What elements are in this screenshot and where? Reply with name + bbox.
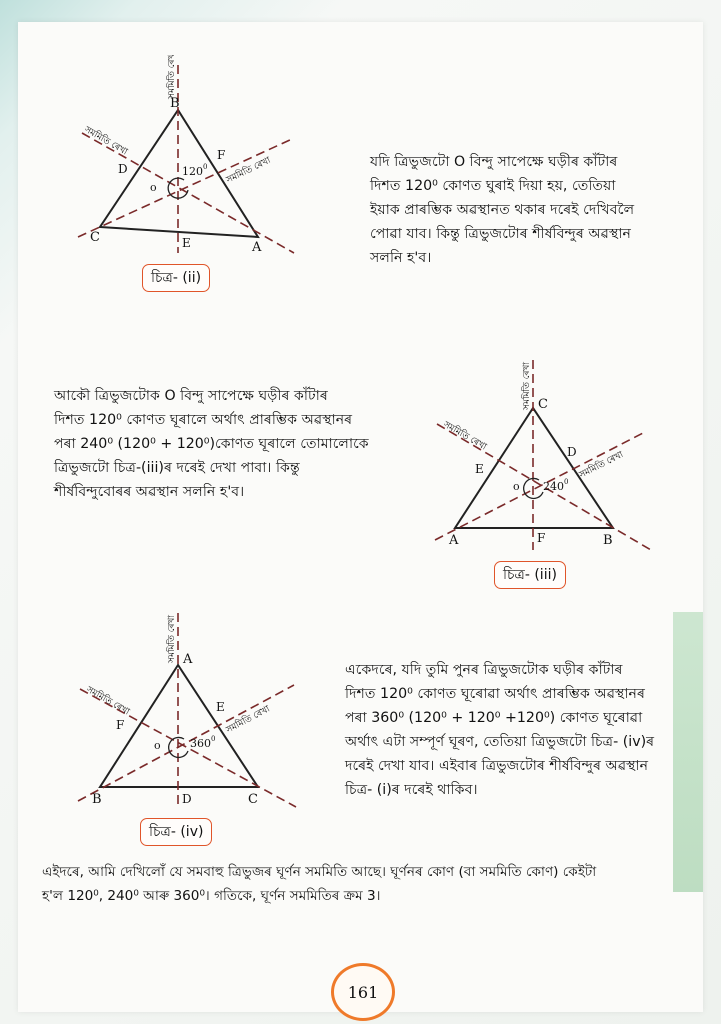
angle-label: 120 bbox=[182, 165, 203, 178]
figure-iv bbox=[70, 605, 310, 815]
midpoint-left: E bbox=[475, 462, 484, 476]
center-point: o bbox=[154, 739, 161, 752]
angle-sup: 0 bbox=[564, 478, 569, 486]
figure-iii-diagram bbox=[425, 350, 665, 560]
paragraph-3: একেদৰে, যদি তুমি পুনৰ ত্ৰিভুজটোক ঘড়ীৰ কাঁটাৰ দিশত 120⁰ কোণত ঘূৰোৱা অৰ্থাৎ প্ৰাৰম্ভিক অৱস্থানৰ পৰা 360⁰ (120⁰ + 120⁰ +120⁰) কোণত ঘূৰোৱা অৰ্থাৎ এটা সম্পূৰ্ণ ঘূৰণ, তেতিয়া ত্ৰিভুজটো চিত্ৰ- (iv)ৰ দৰেই দেখা যাব। এইবাৰ ত্ৰিভুজটোৰ শীৰ্ষবিন্দুৰ অৱস্থান চিত্ৰ- (i)ৰ দৰেই থাকিব। bbox=[345, 662, 655, 798]
paragraph-4: এইদৰে, আমি দেখিলোঁ যে সমবাহু ত্ৰিভুজৰ ঘূৰ্ণন সমমিতি আছে। ঘূৰ্ণনৰ কোণ (বা সমমিতি কোণ) কেইটা হ'ল 120⁰, 240⁰ আৰু 360⁰। গতিকে, ঘূৰ্ণন সমমিতিৰ ক্ৰম 3। bbox=[42, 864, 597, 904]
center-point: o bbox=[513, 480, 520, 493]
symmetry-axis-right bbox=[78, 139, 292, 237]
axis-label-left: সমমিতি ৰেখা bbox=[82, 124, 130, 158]
axis-label-vertical: সমমিতি ৰেখা bbox=[167, 55, 177, 99]
center-point: o bbox=[150, 181, 157, 194]
axis-label-vertical: সমমিতি ৰেখা bbox=[167, 615, 177, 663]
figure-iv-caption: চিত্ৰ- (iv) bbox=[140, 818, 212, 846]
vertex-left: C bbox=[90, 230, 100, 245]
vertex-left: A bbox=[449, 533, 459, 548]
axis-label-right: সমমিতি ৰেখা bbox=[224, 155, 273, 186]
midpoint-right: F bbox=[217, 148, 226, 162]
axis-label-vertical: সমমিতি ৰেখা bbox=[522, 362, 532, 410]
vertex-top: B bbox=[170, 96, 180, 111]
midpoint-bottom: E bbox=[182, 236, 191, 250]
vertex-right: B bbox=[603, 533, 613, 548]
vertex-right: C bbox=[248, 792, 258, 807]
angle-label: 240 bbox=[543, 480, 564, 493]
figure-iii bbox=[425, 350, 665, 560]
axis-label-left: সমমিতি ৰেখা bbox=[84, 684, 132, 718]
figure-ii-caption: চিত্ৰ- (ii) bbox=[142, 264, 210, 292]
midpoint-bottom: F bbox=[537, 531, 546, 545]
midpoint-bottom: D bbox=[182, 792, 192, 806]
midpoint-left: D bbox=[118, 162, 128, 176]
figure-ii bbox=[70, 55, 310, 255]
figure-iii-caption: চিত্ৰ- (iii) bbox=[494, 561, 566, 589]
paragraph-2: আকৌ ত্ৰিভুজটোক O বিন্দু সাপেক্ষে ঘড়ীৰ কাঁটাৰ দিশত 120⁰ কোণত ঘূৰালে অৰ্থাৎ প্ৰাৰম্ভিক অৱস্থানৰ পৰা 240⁰ (120⁰ + 120⁰)কোণত ঘূৰালে তোমালোকে ত্ৰিভুজটো চিত্ৰ-(iii)ৰ দৰেই দেখা পাবা। কিন্তু শীৰ্ষবিন্দুবোৰৰ অৱস্থান সলনি হ'ব। bbox=[54, 388, 369, 500]
axis-label-right: সমমিতি ৰেখা bbox=[577, 449, 626, 481]
angle-sup: 0 bbox=[203, 163, 208, 171]
symmetry-axis-right bbox=[435, 432, 645, 540]
figure-ii-diagram bbox=[70, 55, 310, 255]
midpoint-left: F bbox=[116, 718, 125, 732]
axis-label-left: সমমিতি ৰেখা bbox=[441, 419, 489, 453]
vertex-right: A bbox=[252, 240, 262, 255]
vertex-top: A bbox=[183, 652, 193, 667]
paragraph-1: যদি ত্ৰিভুজটো O বিন্দু সাপেক্ষে ঘড়ীৰ কাঁটাৰ দিশত 120⁰ কোণত ঘুৰাই দিয়া হয়, তেতিয়া ইয়াক প্ৰাৰম্ভিক অৱস্থানত থকাৰ দৰেই দেখিবলৈ পোৱা যাব। কিন্তু ত্ৰিভুজটোৰ শীৰ্ষবিন্দুৰ অৱস্থান সলনি হ'ব। bbox=[370, 154, 635, 266]
vertex-left: B bbox=[92, 792, 102, 807]
midpoint-right: E bbox=[216, 700, 225, 714]
midpoint-right: D bbox=[567, 445, 577, 459]
angle-sup: 0 bbox=[211, 735, 216, 743]
vertex-top: C bbox=[538, 397, 548, 412]
angle-label: 360 bbox=[190, 737, 211, 750]
figure-iv-diagram bbox=[70, 605, 310, 815]
axis-label-right: সমমিতি ৰেখা bbox=[224, 704, 272, 736]
page-number: 161 bbox=[331, 963, 395, 1021]
